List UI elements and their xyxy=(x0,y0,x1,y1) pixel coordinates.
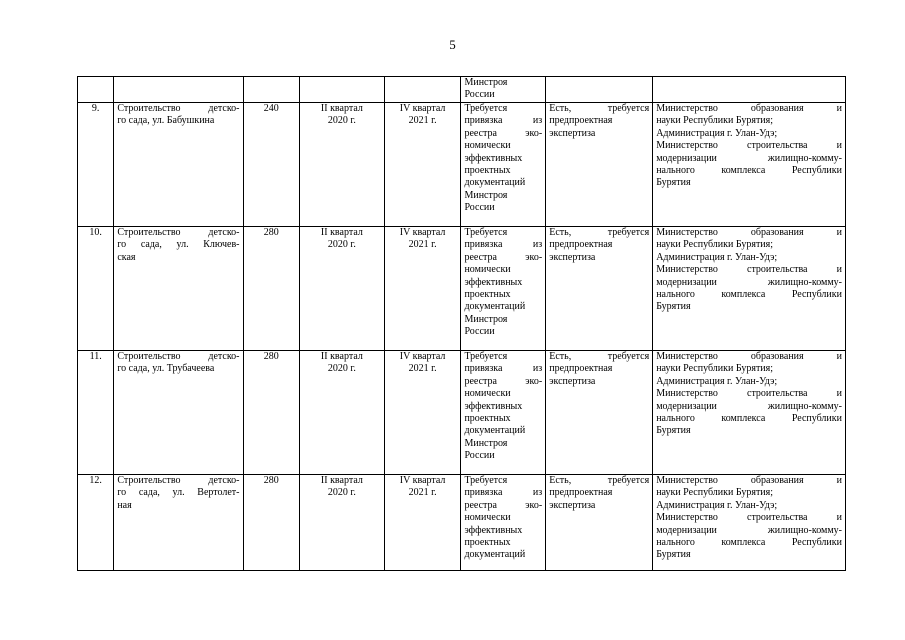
cell-expertise xyxy=(546,351,653,475)
text-line: документаций xyxy=(464,301,526,313)
text-line: Министерство образования и xyxy=(656,227,842,238)
cell-documentation xyxy=(461,227,546,351)
text-line: нального комплекса Республики xyxy=(656,289,842,301)
text-line: России xyxy=(464,326,495,338)
text-line: Администрация г. Улан-Удэ; xyxy=(656,375,778,387)
text-line: России xyxy=(464,450,495,462)
text-line: 2021 г. xyxy=(408,363,437,375)
text-line: науки Республики Бурятия; xyxy=(656,487,774,499)
cell-start-date xyxy=(300,103,385,227)
text-line: Требуется xyxy=(464,475,508,486)
text-line: II квартал xyxy=(320,227,363,238)
cell-object-name xyxy=(114,77,243,103)
cell-capacity: 280 xyxy=(243,475,300,571)
text-line: экспертиза xyxy=(549,127,596,139)
text-line: экспертиза xyxy=(549,251,596,263)
cell-capacity: 280 xyxy=(243,227,300,351)
text-line: 2020 г. xyxy=(327,115,356,127)
text-line: Строительство детско- xyxy=(117,103,240,114)
text-line: предпроектная xyxy=(549,487,613,499)
cell-object-name xyxy=(114,227,243,351)
table-row xyxy=(78,351,846,475)
text-line: реестра эко- xyxy=(464,375,543,387)
text-line: науки Республики Бурятия; xyxy=(656,363,774,375)
text-line: номически xyxy=(464,512,511,524)
text-line: экспертиза xyxy=(549,499,596,511)
text-line: привязка из xyxy=(464,239,543,251)
text-line: Министерство строительства и xyxy=(656,264,842,276)
text-line: ная xyxy=(117,499,132,511)
cell-responsible xyxy=(653,475,846,571)
cell-capacity: 240 xyxy=(243,103,300,227)
cell-expertise xyxy=(546,103,653,227)
text-line: Строительство детско- xyxy=(117,227,240,238)
text-line: науки Республики Бурятия; xyxy=(656,239,774,251)
cell-responsible xyxy=(653,103,846,227)
text-line: проектных xyxy=(464,289,511,301)
text-line: Бурятия xyxy=(656,425,691,437)
cell-responsible xyxy=(653,77,846,103)
table-row xyxy=(78,475,846,571)
cell-start-date xyxy=(300,77,385,103)
text-line: Бурятия xyxy=(656,301,691,313)
text-line: Строительство детско- xyxy=(117,475,240,486)
cell-end-date xyxy=(384,77,461,103)
text-line: нального комплекса Республики xyxy=(656,165,842,177)
text-line: Администрация г. Улан-Удэ; xyxy=(656,127,778,139)
text-line: Министерство образования и xyxy=(656,103,842,114)
text-line: модернизации жилищно-комму- xyxy=(656,524,842,536)
text-line: IV квартал xyxy=(399,475,446,486)
text-line: Администрация г. Улан-Удэ; xyxy=(656,251,778,263)
text-line: 2021 г. xyxy=(408,115,437,127)
cell-start-date xyxy=(300,475,385,571)
text-line: эффективных xyxy=(464,524,523,536)
text-line: номически xyxy=(464,388,511,400)
text-line: II квартал xyxy=(320,103,363,114)
text-line: 2021 г. xyxy=(408,487,437,499)
text-line: IV квартал xyxy=(399,351,446,362)
text-line: II квартал xyxy=(320,475,363,486)
text-line: нального комплекса Республики xyxy=(656,413,842,425)
text-line: документаций xyxy=(464,425,526,437)
text-line: привязка из xyxy=(464,487,543,499)
cell-start-date xyxy=(300,351,385,475)
text-line: номически xyxy=(464,140,511,152)
text-line: реестра эко- xyxy=(464,499,543,511)
cell-number: 9. xyxy=(78,103,114,227)
cell-end-date xyxy=(384,103,461,227)
cell-documentation xyxy=(461,103,546,227)
text-line: Министерство строительства и xyxy=(656,140,842,152)
text-line: 2020 г. xyxy=(327,239,356,251)
cell-number: 10. xyxy=(78,227,114,351)
text-line: эффективных xyxy=(464,400,523,412)
cell-responsible xyxy=(653,351,846,475)
cell-end-date xyxy=(384,475,461,571)
cell-number: 12. xyxy=(78,475,114,571)
text-line: 2020 г. xyxy=(327,363,356,375)
text-line: привязка из xyxy=(464,115,543,127)
text-line: Министерство образования и xyxy=(656,351,842,362)
text-line: эффективных xyxy=(464,276,523,288)
text-line: ская xyxy=(117,251,136,263)
cell-start-date xyxy=(300,227,385,351)
cell-object-name xyxy=(114,103,243,227)
cell-documentation xyxy=(461,475,546,571)
text-line: IV квартал xyxy=(399,103,446,114)
text-line: предпроектная xyxy=(549,115,613,127)
text-line: России xyxy=(464,202,495,214)
text-line: Минстроя xyxy=(464,189,508,201)
text-line: предпроектная xyxy=(549,363,613,375)
text-line: го сада, ул. Ключев- xyxy=(117,239,240,251)
text-line: Есть, требуется xyxy=(549,103,650,114)
text-line: модернизации жилищно-комму- xyxy=(656,400,842,412)
text-line: Минстроя xyxy=(464,437,508,449)
text-line: номически xyxy=(464,264,511,276)
text-line: экспертиза xyxy=(549,375,596,387)
table-body xyxy=(78,77,846,571)
text-line: IV квартал xyxy=(399,227,446,238)
page-number: 5 xyxy=(449,37,456,52)
text-line: Минстроя xyxy=(464,77,508,88)
text-line: Есть, требуется xyxy=(549,475,650,486)
text-line: Минстроя xyxy=(464,313,508,325)
cell-responsible xyxy=(653,227,846,351)
text-line: 2020 г. xyxy=(327,487,356,499)
text-line: Бурятия xyxy=(656,177,691,189)
cell-capacity xyxy=(243,77,300,103)
text-line: проектных xyxy=(464,413,511,425)
text-line: проектных xyxy=(464,165,511,177)
text-line: го сада, ул. Бабушкина xyxy=(117,115,215,127)
cell-end-date xyxy=(384,351,461,475)
table-row-continuation xyxy=(78,77,846,103)
construction-table xyxy=(77,76,846,571)
cell-object-name xyxy=(114,475,243,571)
text-line: Министерство образования и xyxy=(656,475,842,486)
text-line: го сада, ул. Вертолет- xyxy=(117,487,240,499)
text-line: реестра эко- xyxy=(464,127,543,139)
text-line: го сада, ул. Трубачеева xyxy=(117,363,215,375)
text-line: модернизации жилищно-комму- xyxy=(656,276,842,288)
text-line: Есть, требуется xyxy=(549,351,650,362)
text-line: Требуется xyxy=(464,227,508,238)
text-line: модернизации жилищно-комму- xyxy=(656,152,842,164)
text-line: Есть, требуется xyxy=(549,227,650,238)
text-line: нального комплекса Республики xyxy=(656,537,842,549)
text-line: эффективных xyxy=(464,152,523,164)
text-line: Требуется xyxy=(464,103,508,114)
table-row xyxy=(78,103,846,227)
cell-number: 11. xyxy=(78,351,114,475)
text-line: 2021 г. xyxy=(408,239,437,251)
text-line: науки Республики Бурятия; xyxy=(656,115,774,127)
text-line: Министерство строительства и xyxy=(656,388,842,400)
text-line: Бурятия xyxy=(656,549,691,561)
text-line: документаций xyxy=(464,177,526,189)
text-line: Администрация г. Улан-Удэ; xyxy=(656,499,778,511)
text-line: II квартал xyxy=(320,351,363,362)
text-line: России xyxy=(464,89,495,101)
cell-end-date xyxy=(384,227,461,351)
text-line: документаций xyxy=(464,549,526,561)
cell-expertise xyxy=(546,227,653,351)
table-row xyxy=(78,227,846,351)
text-line: Министерство строительства и xyxy=(656,512,842,524)
cell-object-name xyxy=(114,351,243,475)
cell-documentation xyxy=(461,77,546,103)
cell-expertise xyxy=(546,475,653,571)
text-line: предпроектная xyxy=(549,239,613,251)
cell-documentation xyxy=(461,351,546,475)
cell-capacity: 280 xyxy=(243,351,300,475)
text-line: Строительство детско- xyxy=(117,351,240,362)
cell-number xyxy=(78,77,114,103)
text-line: Требуется xyxy=(464,351,508,362)
text-line: реестра эко- xyxy=(464,251,543,263)
text-line: привязка из xyxy=(464,363,543,375)
cell-expertise xyxy=(546,77,653,103)
text-line: проектных xyxy=(464,537,511,549)
